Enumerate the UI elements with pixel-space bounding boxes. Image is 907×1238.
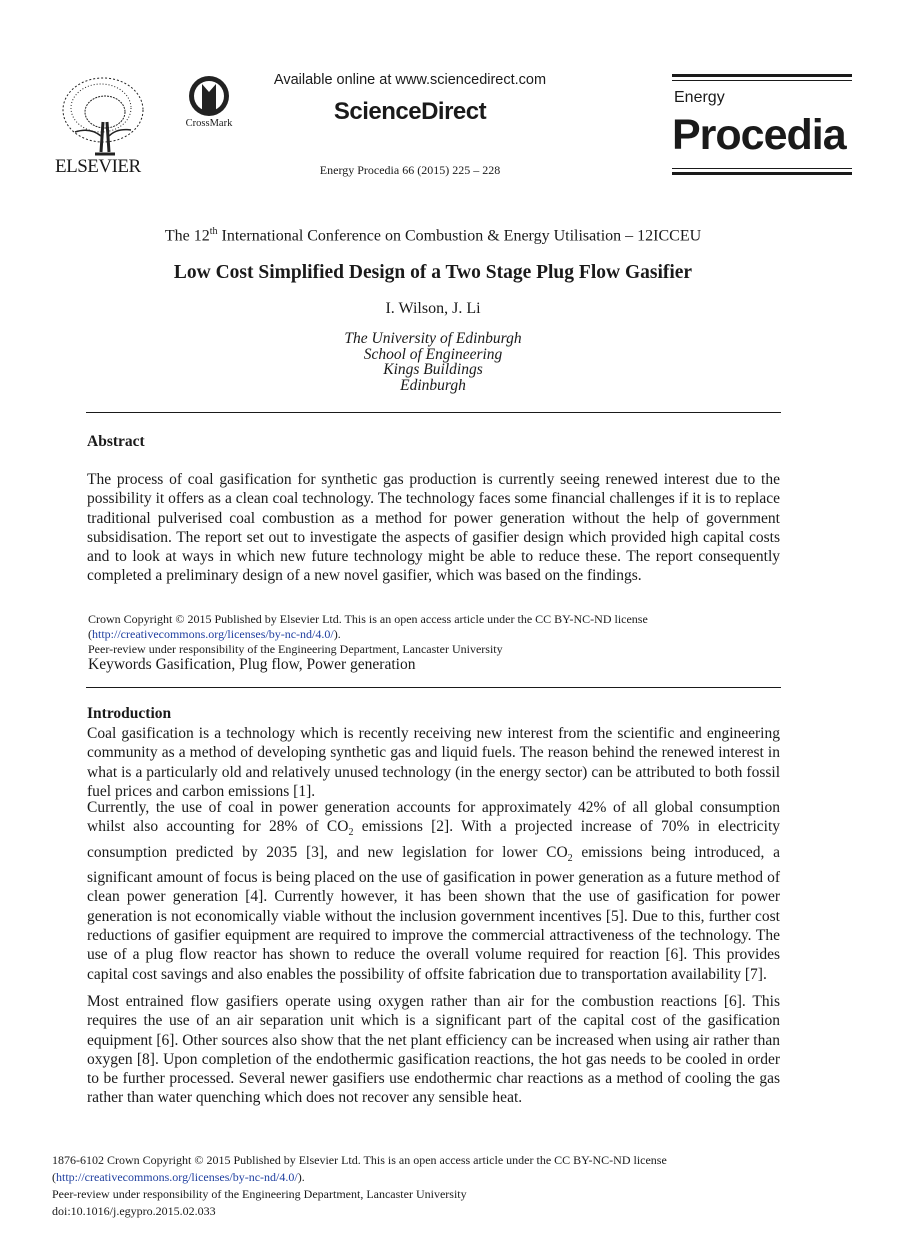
footer-peer-review: Peer-review under responsibility of the Engineering Department, Lancaster University — [52, 1187, 467, 1201]
intro-paragraph-2: Currently, the use of coal in power generation accounts for approximately 42% of all global consumption whilst also accounting for 28% of $CO_2$ emissions [2]. With a projected increase of 70% in electricity consumption predicted by 2035 [3], and new legislation for lower $CO_2$ emissions being introduced, a significant amount of focus is being placed on the use of gasification in power generation as a future method of clean power generation [4]. Currently however, it has been shown that the use of gasification for power generation is not economically viable without the inclusion government incentives [5]. Due to this, further cost reductions of gasifier equipment are required to improve the commercial attractiveness of the technology. The use of a plug flow reactor has shown to reduce the overall volume required for reaction [6]. This provides capital cost savings and also enables the possibility of offsite fabrication due to transportation availability [7]. — [87, 799, 781, 983]
footer — [52, 1152, 812, 1220]
abstract-heading: Abstract — [87, 433, 145, 450]
conference-name: The 12th International Conference on Combustion & Energy Utilisation – 12ICCEU — [164, 226, 702, 245]
elsevier-logo — [55, 72, 153, 182]
intro-paragraph-3: Most entrained flow gasifiers operate using oxygen rather than air for the combustion reactions [6]. This requires the use of an air separation unit which is a significant part of the capital cost of the gasification equipment [6]. Other sources also show that the net plant efficiency can be increased when using air rather than oxygen [8]. Upon completion of the endothermic gasification reactions, the hot gas needs to be cooled in order to be further processed. Several newer gasifiers use endothermic char reactions as a method of cooling the gas rather than water quenching which does not recover any sensible heat. — [87, 993, 780, 1107]
footer-doi[interactable]: doi:10.1016/j.egypro.2015.02.033 — [52, 1204, 216, 1218]
affiliation-line: The University of Edinburgh — [344, 330, 522, 347]
journal-citation: Energy Procedia 66 (2015) 225 – 228 — [319, 163, 501, 177]
intro-paragraph-1: Coal gasification is a technology which is recently receiving new interest from the scientific and engineering community as a method of developing synthetic gas and liquid fuels. The reason behind the renewed interest in what is a particularly old and relatively unused technology (in the energy sector) can be attributed to both fossil fuel prices and carbon emissions [1]. — [87, 725, 780, 800]
crossmark-icon — [178, 74, 240, 118]
abstract-copyright: Crown Copyright © 2015 Published by Elsevier Ltd. This is an open access article under the CC BY-NC-ND license — [88, 612, 648, 626]
abstract-peer-review: Peer-review under responsibility of the Engineering Department, Lancaster University — [88, 642, 503, 656]
crossmark-label: CrossMark — [185, 118, 233, 129]
license-link[interactable]: http://creativecommons.org/licenses/by-nc-nd/4.0/ — [92, 627, 334, 641]
affiliation — [0, 331, 866, 394]
abstract-text: The process of coal gasification for synthetic gas production is currently seeing renewed interest due to the possibility it offers as a clean coal technology. The technology faces some financial challenges if it is to replace traditional pulverised coal combustion as a method for power generation without the help of government subsidisation. The report set out to investigate the aspects of gasifier design which provided high capital costs and to look at ways in which new future technology might be able to reduce these. The report consequently completed a preliminary design of a new novel gasifier, which was based on the findings. — [87, 471, 780, 585]
divider — [86, 412, 781, 413]
footer-license-link[interactable]: http://creativecommons.org/licenses/by-nc-nd/4.0/ — [56, 1170, 298, 1184]
sciencedirect-logo[interactable]: ScienceDirect — [333, 98, 487, 125]
journal-logo-top: Energy — [674, 89, 725, 106]
energy-procedia-logo — [672, 74, 852, 176]
crossmark-badge[interactable] — [178, 74, 240, 132]
introduction-heading: Introduction — [87, 705, 172, 722]
authors: I. Wilson, J. Li — [385, 300, 481, 317]
publisher-name: ELSEVIER — [55, 156, 141, 177]
keywords: Keywords Gasification, Plug flow, Power generation — [88, 656, 416, 673]
divider — [86, 687, 781, 688]
affiliation-line: Kings Buildings — [383, 361, 483, 379]
affiliation-line: School of Engineering — [363, 345, 503, 363]
available-online: Available online at www.sciencedirect.com — [273, 72, 547, 88]
affiliation-line: Edinburgh — [400, 377, 466, 395]
footer-license: (http://creativecommons.org/licenses/by-nc-nd/4.0/). — [52, 1170, 305, 1184]
abstract-license: (http://creativecommons.org/licenses/by-nc-nd/4.0/). — [88, 627, 341, 641]
journal-logo-main: Procedia — [672, 111, 846, 159]
paper-title: Low Cost Simplified Design of a Two Stage Plug Flow Gasifier — [173, 262, 693, 283]
footer-copyright: 1876-6102 Crown Copyright © 2015 Published by Elsevier Ltd. This is an open access article under the CC BY-NC-ND license — [52, 1153, 667, 1167]
